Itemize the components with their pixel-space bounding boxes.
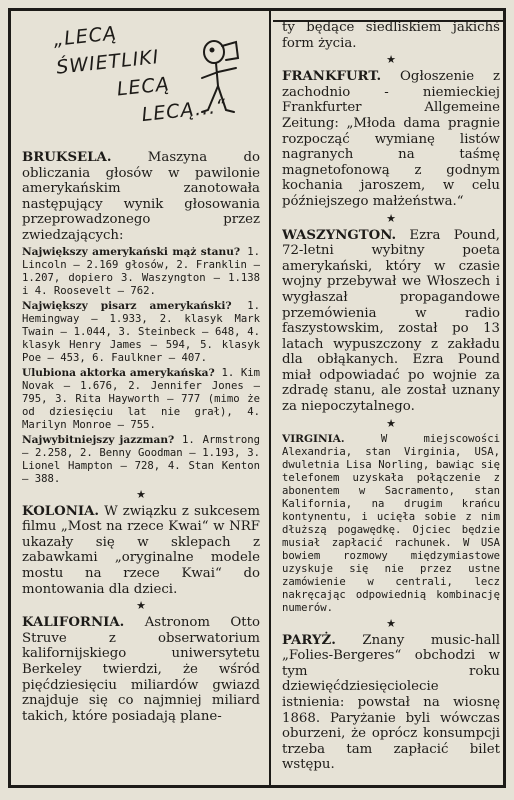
article-kalifornia: KALIFORNIA. Astronom Otto Struve z obserwatorium kalifornijskiego uniwersytetu Berkeley twierdzi, że wśród pięćdziesięciu miliardów gwiazd znajduje się co najmniej miliard takich, które posiadają plane- [22, 615, 260, 724]
title-line-1: „LECĄ ŚWIETLIKI [52, 22, 161, 79]
poll-actress: Ulubiona aktorka amerykańska? 1. Kim Novak — 1.676, 2. Jennifer Jones — 795, 3. Rita Hayworth — 777 (mimo że od dziesięciu lat nie grał), 4. Marilyn Monroe — 755. [22, 366, 260, 431]
article-continuation: ty będące siedliskiem jakichś form życia. [282, 20, 500, 51]
article-waszyngton: WASZYNGTON. Ezra Pound, 72-letni wybitny poeta amerykański, który w czasie wojny przebywał we Włoszech i wygłaszał propagandowe przemówienia w radio faszystowskim, został po 13 latach wypuszczony z zakładu dla obłąkanych. Ezra Pound miał odpowiadać po wojnie za zdradę stanu, ale został uznany za niepoczytalnego. [282, 227, 500, 415]
article-paryz: PARYŻ. Znany music-hall „Folies-Bergeres“ obchodzi w tym roku dziewięćdziesięciolecie istnienia: powstał na wiosnę 1868. Paryżanie byli wówczas oburzeni, że oprócz konsumpcji trzeba tam zapłacić bilet wstępu. [282, 632, 500, 773]
column-divider [269, 11, 271, 785]
right-column [282, 20, 500, 782]
star-separator-icon: ★ [386, 211, 396, 225]
stick-figure-drawing [192, 38, 256, 128]
star-separator-icon: ★ [136, 487, 146, 501]
star-separator-icon: ★ [386, 616, 396, 630]
star-separator-icon: ★ [386, 416, 396, 430]
article-frankfurt: FRANKFURT. Ogłoszenie z zachodnio - niemieckiej Frankfurter Allgemeine Zeitung: „Młoda dama pragnie rozpocząć wymianę listów nagranych na taśmę magnetofonową z godnym kochania jaroszem, w celu późniejszego małżeństwa.“ [282, 69, 500, 209]
header-drawing [22, 20, 260, 150]
article-kolonia: KOLONIA. W związku z sukcesem filmu „Most na rzece Kwai“ w NRF ukazały się w sklepach z zabawkami „oryginalne modele mostu na rzece Kwai“ do montowania dla dzieci. [22, 503, 260, 597]
left-column [22, 20, 260, 782]
article-virginia: VIRGINIA. W miejscowości Alexandria, stan Virginia, USA, dwuletnia Lisa Norling, bawiąc się telefonem uzyskała połączenie z abonentem w Sacramento, stan Kalifornia, na drugim krańcu kontynentu, i ucięła sobie z nim dłuższą pogawędkę. Ojciec będzie musiał zapłacić rachunek. W USA bowiem rozmowy międzymiastowe uzyskuje się nie przez ustne zamówienie w centrali, lecz nakręcając odpowiednią kombinację numerów. [282, 432, 500, 614]
title-line-2: LECĄ [115, 73, 171, 101]
poll-jazzman: Najwybitniejszy jazzman? 1. Armstrong — 2.258, 2. Benny Goodman — 1.193, 3. Lionel Hampton — 728, 4. Stan Kenton — 388. [22, 433, 260, 485]
poll-statesman: Największy amerykański mąż stanu? 1. Lincoln — 2.169 głosów, 2. Franklin — 1.207, dopiero 3. Waszyngton — 1.138 i 4. Roosevelt — 762. [22, 245, 260, 297]
poll-writer: Największy pisarz amerykański? 1. Hemingway — 1.933, 2. klasyk Mark Twain — 1.044, 3. Steinbeck — 648, 4. klasyk Henry James — 594, 5. klasyk Poe — 453, 6. Faulkner — 407. [22, 299, 260, 364]
article-bruksela: BRUKSELA. Maszyna do obliczania głosów w pawilonie amerykańskim zanotowała następujący wynik głosowania przeprowadzonego przez zwiedzających: [22, 150, 260, 243]
title-line-3: LECĄ...“ [140, 95, 228, 127]
star-separator-icon: ★ [136, 599, 146, 613]
star-separator-icon: ★ [386, 53, 396, 67]
